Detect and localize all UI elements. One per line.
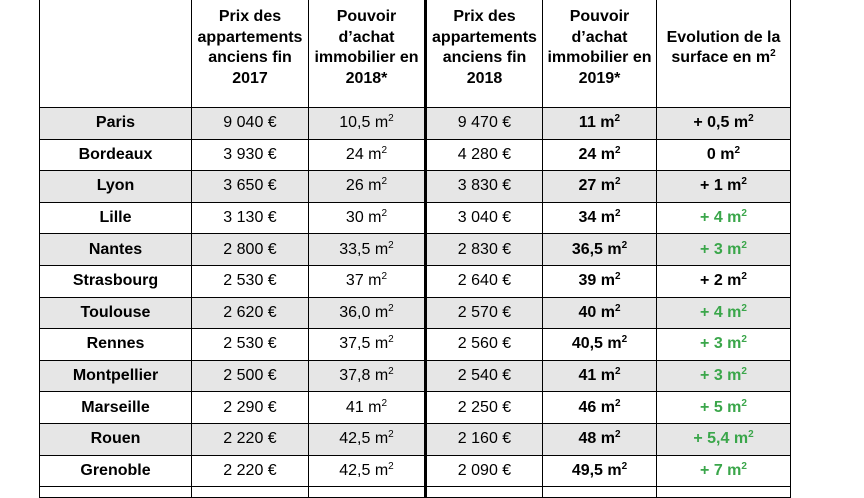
- cell-evolution: + 2 $m^2$: [657, 265, 791, 297]
- superscript-2: 2: [614, 302, 621, 314]
- cell-empty: [40, 487, 192, 498]
- cell-empty: [543, 487, 657, 498]
- cell-evolution: + 4 $m^2$: [657, 297, 791, 329]
- table-row: [40, 360, 791, 392]
- superscript-2: 2: [741, 366, 747, 378]
- cell-city: Strasbourg: [40, 265, 192, 297]
- cell-price-2017: 3 650 €: [192, 171, 309, 203]
- superscript-2: 2: [614, 208, 621, 220]
- cell-price-2018: 2 540 €: [426, 360, 543, 392]
- superscript-2: 2: [741, 334, 747, 346]
- cell-price-2017: 9 040 €: [192, 108, 309, 140]
- cell-evolution: + 5,4 $m^2$: [657, 423, 791, 455]
- superscript-2: 2: [614, 176, 621, 188]
- cell-price-2018: 2 560 €: [426, 329, 543, 361]
- cell-power-2019: 34 $m^2$: [543, 202, 657, 234]
- cell-power-2018: 24 $m^2$: [309, 139, 426, 171]
- superscript-2: 2: [381, 144, 388, 156]
- superscript-2: 2: [388, 113, 394, 125]
- table-row: [40, 234, 791, 266]
- table-row: [40, 423, 791, 455]
- superscript-2: 2: [388, 429, 394, 441]
- table-row: [40, 108, 791, 140]
- superscript-2: 2: [741, 460, 747, 472]
- superscript-2: 2: [388, 366, 394, 378]
- superscript-2: 2: [741, 302, 747, 314]
- price-table-container: [39, 0, 790, 498]
- cell-power-2018: 37,5 $m^2$: [309, 329, 426, 361]
- cell-evolution: + 3 $m^2$: [657, 234, 791, 266]
- cell-city: Bordeaux: [40, 139, 192, 171]
- table-row: [40, 265, 791, 297]
- cell-price-2017: 2 530 €: [192, 265, 309, 297]
- superscript-2: 2: [614, 144, 621, 156]
- cell-evolution: + 3 $m^2$: [657, 360, 791, 392]
- superscript-2: 2: [741, 239, 747, 251]
- cell-power-2018: 42,5 $m^2$: [309, 455, 426, 487]
- cell-city: Nantes: [40, 234, 192, 266]
- cell-power-2018: 37,8 $m^2$: [309, 360, 426, 392]
- header-evolution: Evolution de la surface en $m^2$: [657, 0, 791, 108]
- cell-price-2017: 2 220 €: [192, 423, 309, 455]
- cell-power-2019: 27 $m^2$: [543, 171, 657, 203]
- table-header: [40, 0, 791, 108]
- superscript-2: 2: [741, 176, 747, 188]
- superscript-2: 2: [621, 460, 628, 472]
- table-row: [40, 329, 791, 361]
- superscript-2: 2: [734, 144, 741, 156]
- superscript-2: 2: [741, 397, 747, 409]
- table-row: [40, 139, 791, 171]
- cell-power-2019: 36,5 $m^2$: [543, 234, 657, 266]
- cell-power-2018: 30 $m^2$: [309, 202, 426, 234]
- cell-price-2018: 2 640 €: [426, 265, 543, 297]
- cell-city: Marseille: [40, 392, 192, 424]
- superscript-2: 2: [381, 397, 388, 409]
- cell-city: Lille: [40, 202, 192, 234]
- cell-power-2019: 41 $m^2$: [543, 360, 657, 392]
- superscript-2: 2: [614, 397, 621, 409]
- cell-power-2018: 41 $m^2$: [309, 392, 426, 424]
- superscript-2: 2: [381, 176, 388, 188]
- cell-power-2019: 49,5 $m^2$: [543, 455, 657, 487]
- header-city: [40, 0, 192, 108]
- cell-power-2019: 40 $m^2$: [543, 297, 657, 329]
- cell-city: Rennes: [40, 329, 192, 361]
- superscript-2: 2: [621, 239, 628, 251]
- cell-evolution: + 4 $m^2$: [657, 202, 791, 234]
- cell-city: Toulouse: [40, 297, 192, 329]
- cell-price-2018: 2 570 €: [426, 297, 543, 329]
- cell-empty: [426, 487, 543, 498]
- cell-price-2017: 2 530 €: [192, 329, 309, 361]
- superscript-2: 2: [388, 302, 394, 314]
- cell-city: Paris: [40, 108, 192, 140]
- cell-power-2019: 24 $m^2$: [543, 139, 657, 171]
- superscript-2: 2: [381, 208, 388, 220]
- cell-empty: [657, 487, 791, 498]
- cell-power-2018: 26 $m^2$: [309, 171, 426, 203]
- superscript-2: 2: [741, 271, 747, 283]
- superscript-2: 2: [770, 48, 776, 59]
- header-row: [40, 0, 791, 108]
- cell-evolution: + 7 $m^2$: [657, 455, 791, 487]
- table-body: [40, 108, 791, 498]
- superscript-2: 2: [748, 429, 754, 441]
- cell-evolution: + 5 $m^2$: [657, 392, 791, 424]
- cell-price-2017: 2 500 €: [192, 360, 309, 392]
- cell-price-2018: 9 470 €: [426, 108, 543, 140]
- cell-power-2018: 37 $m^2$: [309, 265, 426, 297]
- cell-power-2019: 11 $m^2$: [543, 108, 657, 140]
- cell-price-2018: 3 040 €: [426, 202, 543, 234]
- cell-power-2019: 46 $m^2$: [543, 392, 657, 424]
- cell-price-2018: 3 830 €: [426, 171, 543, 203]
- cell-city: Grenoble: [40, 455, 192, 487]
- header-price-2018: Prix des appartements anciens fin 2018: [426, 0, 543, 108]
- superscript-2: 2: [614, 429, 621, 441]
- table-row: [40, 392, 791, 424]
- cell-price-2018: 2 250 €: [426, 392, 543, 424]
- superscript-2: 2: [748, 113, 754, 125]
- cell-power-2018: 36,0 $m^2$: [309, 297, 426, 329]
- cell-price-2017: 2 620 €: [192, 297, 309, 329]
- superscript-2: 2: [614, 271, 621, 283]
- cell-evolution: 0 $m^2$: [657, 139, 791, 171]
- cell-price-2017: 3 130 €: [192, 202, 309, 234]
- cell-evolution: + 3 $m^2$: [657, 329, 791, 361]
- cell-evolution: + 0,5 $m^2$: [657, 108, 791, 140]
- cell-price-2017: 2 290 €: [192, 392, 309, 424]
- cell-empty: [309, 487, 426, 498]
- cell-price-2017: 3 930 €: [192, 139, 309, 171]
- table-row: [40, 171, 791, 203]
- cell-price-2018: 2 160 €: [426, 423, 543, 455]
- cell-city: Lyon: [40, 171, 192, 203]
- table-row: [40, 297, 791, 329]
- superscript-2: 2: [381, 271, 388, 283]
- table-row: [40, 455, 791, 487]
- cell-price-2018: 2 830 €: [426, 234, 543, 266]
- cell-price-2018: 2 090 €: [426, 455, 543, 487]
- cell-city: Montpellier: [40, 360, 192, 392]
- superscript-2: 2: [614, 113, 621, 125]
- cell-power-2018: 33,5 $m^2$: [309, 234, 426, 266]
- header-power-2018: Pouvoir d’achat immobilier en 2018*: [309, 0, 426, 108]
- cell-power-2019: 40,5 $m^2$: [543, 329, 657, 361]
- cell-price-2017: 2 800 €: [192, 234, 309, 266]
- cell-price-2018: 4 280 €: [426, 139, 543, 171]
- cell-price-2017: 2 220 €: [192, 455, 309, 487]
- cell-city: Rouen: [40, 423, 192, 455]
- superscript-2: 2: [621, 334, 628, 346]
- real-estate-purchasing-power-table: [39, 0, 791, 498]
- superscript-2: 2: [388, 239, 394, 251]
- cell-power-2018: 42,5 $m^2$: [309, 423, 426, 455]
- header-power-2019: Pouvoir d’achat immobilier en 2019*: [543, 0, 657, 108]
- superscript-2: 2: [388, 460, 394, 472]
- table-row: [40, 202, 791, 234]
- cell-power-2019: 39 $m^2$: [543, 265, 657, 297]
- header-price-2017: Prix des appartements anciens fin 2017: [192, 0, 309, 108]
- cell-power-2019: 48 $m^2$: [543, 423, 657, 455]
- superscript-2: 2: [614, 366, 621, 378]
- table-row-cutoff: [40, 487, 791, 498]
- cell-empty: [192, 487, 309, 498]
- superscript-2: 2: [388, 334, 394, 346]
- cell-evolution: + 1 $m^2$: [657, 171, 791, 203]
- cell-power-2018: 10,5 $m^2$: [309, 108, 426, 140]
- superscript-2: 2: [741, 208, 747, 220]
